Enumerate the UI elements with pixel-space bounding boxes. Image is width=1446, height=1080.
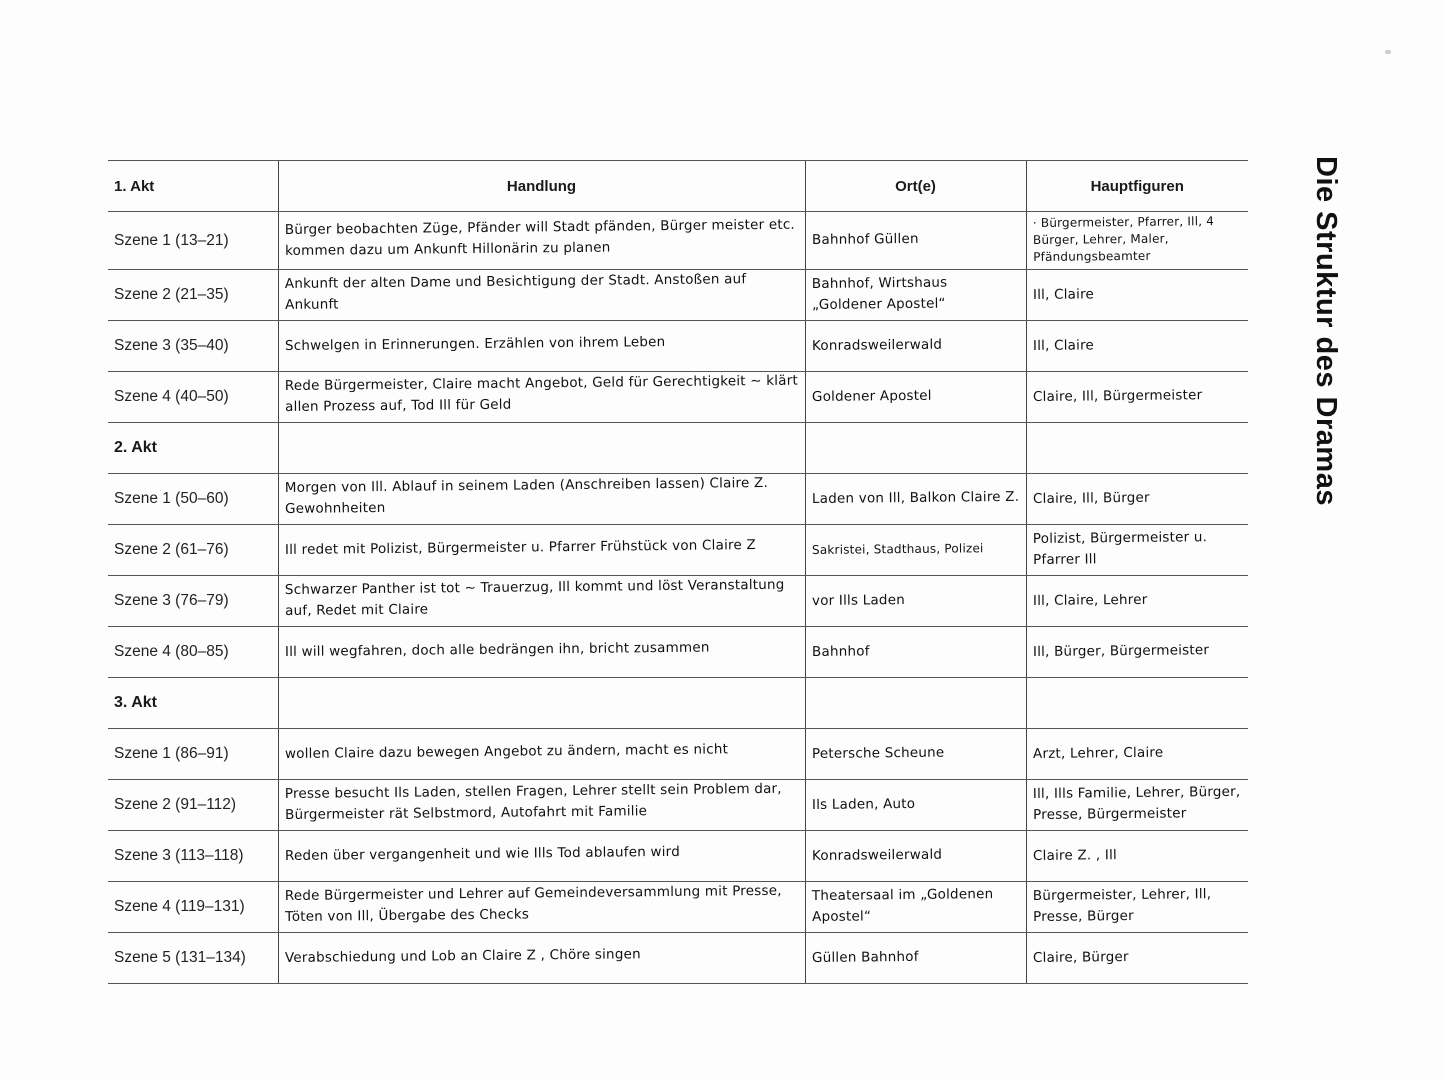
ort-cell <box>805 729 1026 780</box>
handlung-cell <box>278 627 805 678</box>
ort-cell-text: Bahnhof, Wirtshaus „Goldener Apostel“ <box>811 274 947 313</box>
empty-cell <box>805 423 1026 474</box>
figuren-cell-text: Ill, Claire <box>1032 336 1094 354</box>
figuren-cell <box>1026 576 1248 627</box>
act-label: 3. Akt <box>108 678 278 729</box>
scene-label: Szene 4 (119–131) <box>108 882 278 933</box>
table-row <box>108 525 1248 576</box>
ort-cell-text: Laden von Ill, Balkon Claire Z. <box>811 488 1019 507</box>
handlung-cell-text: Schwelgen in Erinnerungen. Erzählen von ihrem Leben <box>284 333 665 354</box>
scene-label: Szene 1 (86–91) <box>108 729 278 780</box>
figuren-cell-text: Claire, Ill, Bürger <box>1032 489 1150 507</box>
handlung-cell <box>278 474 805 525</box>
act-row <box>108 678 1248 729</box>
empty-cell <box>278 678 805 729</box>
table-row <box>108 780 1248 831</box>
ort-cell <box>805 780 1026 831</box>
scene-label: Szene 1 (50–60) <box>108 474 278 525</box>
ort-cell-text: Theatersaal im „Goldenen Apostel“ <box>811 886 993 925</box>
handlung-cell <box>278 882 805 933</box>
table-header-row <box>108 161 1248 212</box>
empty-cell <box>1026 678 1248 729</box>
scene-label: Szene 3 (113–118) <box>108 831 278 882</box>
header-handlung: Handlung <box>278 161 805 212</box>
ort-cell-text: Konradsweilerwald <box>811 846 942 864</box>
figuren-cell <box>1026 882 1248 933</box>
scene-label: Szene 4 (40–50) <box>108 372 278 423</box>
figuren-cell <box>1026 933 1248 984</box>
ort-cell <box>805 831 1026 882</box>
handlung-cell-text: Ankunft der alten Dame und Besichtigung der Stadt. Anstoßen auf Ankunft <box>284 271 746 313</box>
ort-cell-text: Petersche Scheune <box>811 744 944 762</box>
ort-cell-text: Goldener Apostel <box>811 387 932 405</box>
drama-structure-table <box>108 160 1248 984</box>
ort-cell <box>805 882 1026 933</box>
ort-cell <box>805 933 1026 984</box>
ort-cell-text: Sakristei, Stadthaus, Polizei <box>811 540 984 557</box>
figuren-cell <box>1026 212 1248 270</box>
header-act-1: 1. Akt <box>108 161 278 212</box>
handlung-cell-text: Bürger beobachten Züge, Pfänder will Stadt pfänden, Bürger meister etc. kommen dazu um Ankunft Hillonärin zu planen <box>284 216 795 259</box>
handlung-cell-text: Verabschiedung und Lob an Claire Z , Chöre singen <box>284 945 641 966</box>
handlung-cell-text: Presse besucht Ils Laden, stellen Fragen, Lehrer stellt sein Problem dar, Bürgermeister rät Selbstmord, Autofahrt mit Familie <box>284 780 782 823</box>
ort-cell <box>805 627 1026 678</box>
header-ort: Ort(e) <box>805 161 1026 212</box>
scene-label: Szene 3 (35–40) <box>108 321 278 372</box>
table-row <box>108 474 1248 525</box>
figuren-cell-text: · Bürgermeister, Pfarrer, Ill, 4 Bürger, Lehrer, Maler, Pfändungsbeamter <box>1032 214 1214 264</box>
ort-cell <box>805 474 1026 525</box>
empty-cell <box>278 423 805 474</box>
ort-cell-text: Konradsweilerwald <box>811 336 942 354</box>
act-label: 2. Akt <box>108 423 278 474</box>
figuren-cell-text: Arzt, Lehrer, Claire <box>1032 744 1163 762</box>
scene-label: Szene 3 (76–79) <box>108 576 278 627</box>
handlung-cell <box>278 576 805 627</box>
empty-cell <box>1026 423 1248 474</box>
handlung-cell-text: Ill will wegfahren, doch alle bedrängen ihn, bricht zusammen <box>284 639 710 660</box>
figuren-cell-text: Claire, Ill, Bürgermeister <box>1032 386 1202 405</box>
handlung-cell <box>278 270 805 321</box>
figuren-cell-text: Ill, Claire <box>1032 285 1094 303</box>
ort-cell <box>805 212 1026 270</box>
figuren-cell-text: Ill, Claire, Lehrer <box>1032 591 1148 609</box>
handlung-cell-text: Ill redet mit Polizist, Bürgermeister u. Pfarrer Frühstück von Claire Z <box>284 536 756 558</box>
handlung-cell-text: Reden über vergangenheit und wie Ills Tod ablaufen wird <box>284 843 680 864</box>
handlung-cell-text: Rede Bürgermeister und Lehrer auf Gemeindeversammlung mit Presse, Töten von Ill, Übergabe des Checks <box>284 882 782 925</box>
scene-label: Szene 5 (131–134) <box>108 933 278 984</box>
handlung-cell <box>278 831 805 882</box>
figuren-cell <box>1026 525 1248 576</box>
figuren-cell-text: Polizist, Bürgermeister u. Pfarrer Ill <box>1032 529 1207 568</box>
ort-cell <box>805 525 1026 576</box>
table-row <box>108 372 1248 423</box>
ort-cell-text: Bahnhof <box>811 642 870 660</box>
handlung-cell-text: Morgen von Ill. Ablauf in seinem Laden (Anschreiben lassen) Claire Z. Gewohnheiten <box>284 474 768 517</box>
ort-cell <box>805 576 1026 627</box>
handlung-cell <box>278 321 805 372</box>
document-title-container <box>1308 156 1348 556</box>
scene-label: Szene 2 (61–76) <box>108 525 278 576</box>
table-row <box>108 729 1248 780</box>
table-row <box>108 831 1248 882</box>
scene-label: Szene 4 (80–85) <box>108 627 278 678</box>
act-row <box>108 423 1248 474</box>
header-figuren: Hauptfiguren <box>1026 161 1248 212</box>
table-row <box>108 882 1248 933</box>
table-body <box>108 212 1248 984</box>
ort-cell-text: Bahnhof Güllen <box>811 230 919 248</box>
figuren-cell-text: Bürgermeister, Lehrer, Ill, Presse, Bürger <box>1032 886 1211 925</box>
table-row <box>108 212 1248 270</box>
figuren-cell <box>1026 729 1248 780</box>
table-row <box>108 576 1248 627</box>
handlung-cell <box>278 372 805 423</box>
scene-label: Szene 1 (13–21) <box>108 212 278 270</box>
figuren-cell-text: Claire Z. , Ill <box>1032 846 1117 864</box>
ort-cell <box>805 270 1026 321</box>
table-row <box>108 321 1248 372</box>
scene-label: Szene 2 (21–35) <box>108 270 278 321</box>
figuren-cell <box>1026 831 1248 882</box>
handlung-cell <box>278 933 805 984</box>
figuren-cell <box>1026 321 1248 372</box>
handlung-cell <box>278 212 805 270</box>
table-row <box>108 627 1248 678</box>
handlung-cell-text: Rede Bürgermeister, Claire macht Angebot, Geld für Gerechtigkeit ~ klärt allen Prozess auf, Tod Ill für Geld <box>284 372 798 415</box>
figuren-cell <box>1026 474 1248 525</box>
ort-cell-text: Ils Laden, Auto <box>811 795 915 813</box>
table-row <box>108 933 1248 984</box>
table-row <box>108 270 1248 321</box>
figuren-cell <box>1026 372 1248 423</box>
document-title: Die Struktur des Dramas <box>1310 156 1342 506</box>
figuren-cell <box>1026 627 1248 678</box>
scene-label: Szene 2 (91–112) <box>108 780 278 831</box>
paper-speck <box>1385 50 1391 54</box>
empty-cell <box>805 678 1026 729</box>
figuren-cell <box>1026 780 1248 831</box>
ort-cell-text: Güllen Bahnhof <box>811 948 919 966</box>
figuren-cell <box>1026 270 1248 321</box>
handlung-cell-text: Schwarzer Panther ist tot ~ Trauerzug, Ill kommt und löst Veranstaltung auf, Redet mit Claire <box>284 576 785 619</box>
ort-cell <box>805 372 1026 423</box>
ort-cell-text: vor Ills Laden <box>811 591 905 609</box>
ort-cell <box>805 321 1026 372</box>
handlung-cell <box>278 780 805 831</box>
figuren-cell-text: Ill, Ills Familie, Lehrer, Bürger, Presse, Bürgermeister <box>1032 783 1240 823</box>
handlung-cell <box>278 729 805 780</box>
handlung-cell <box>278 525 805 576</box>
figuren-cell-text: Claire, Bürger <box>1032 948 1129 966</box>
handlung-cell-text: wollen Claire dazu bewegen Angebot zu ändern, macht es nicht <box>284 740 728 762</box>
figuren-cell-text: Ill, Bürger, Bürgermeister <box>1032 641 1209 660</box>
